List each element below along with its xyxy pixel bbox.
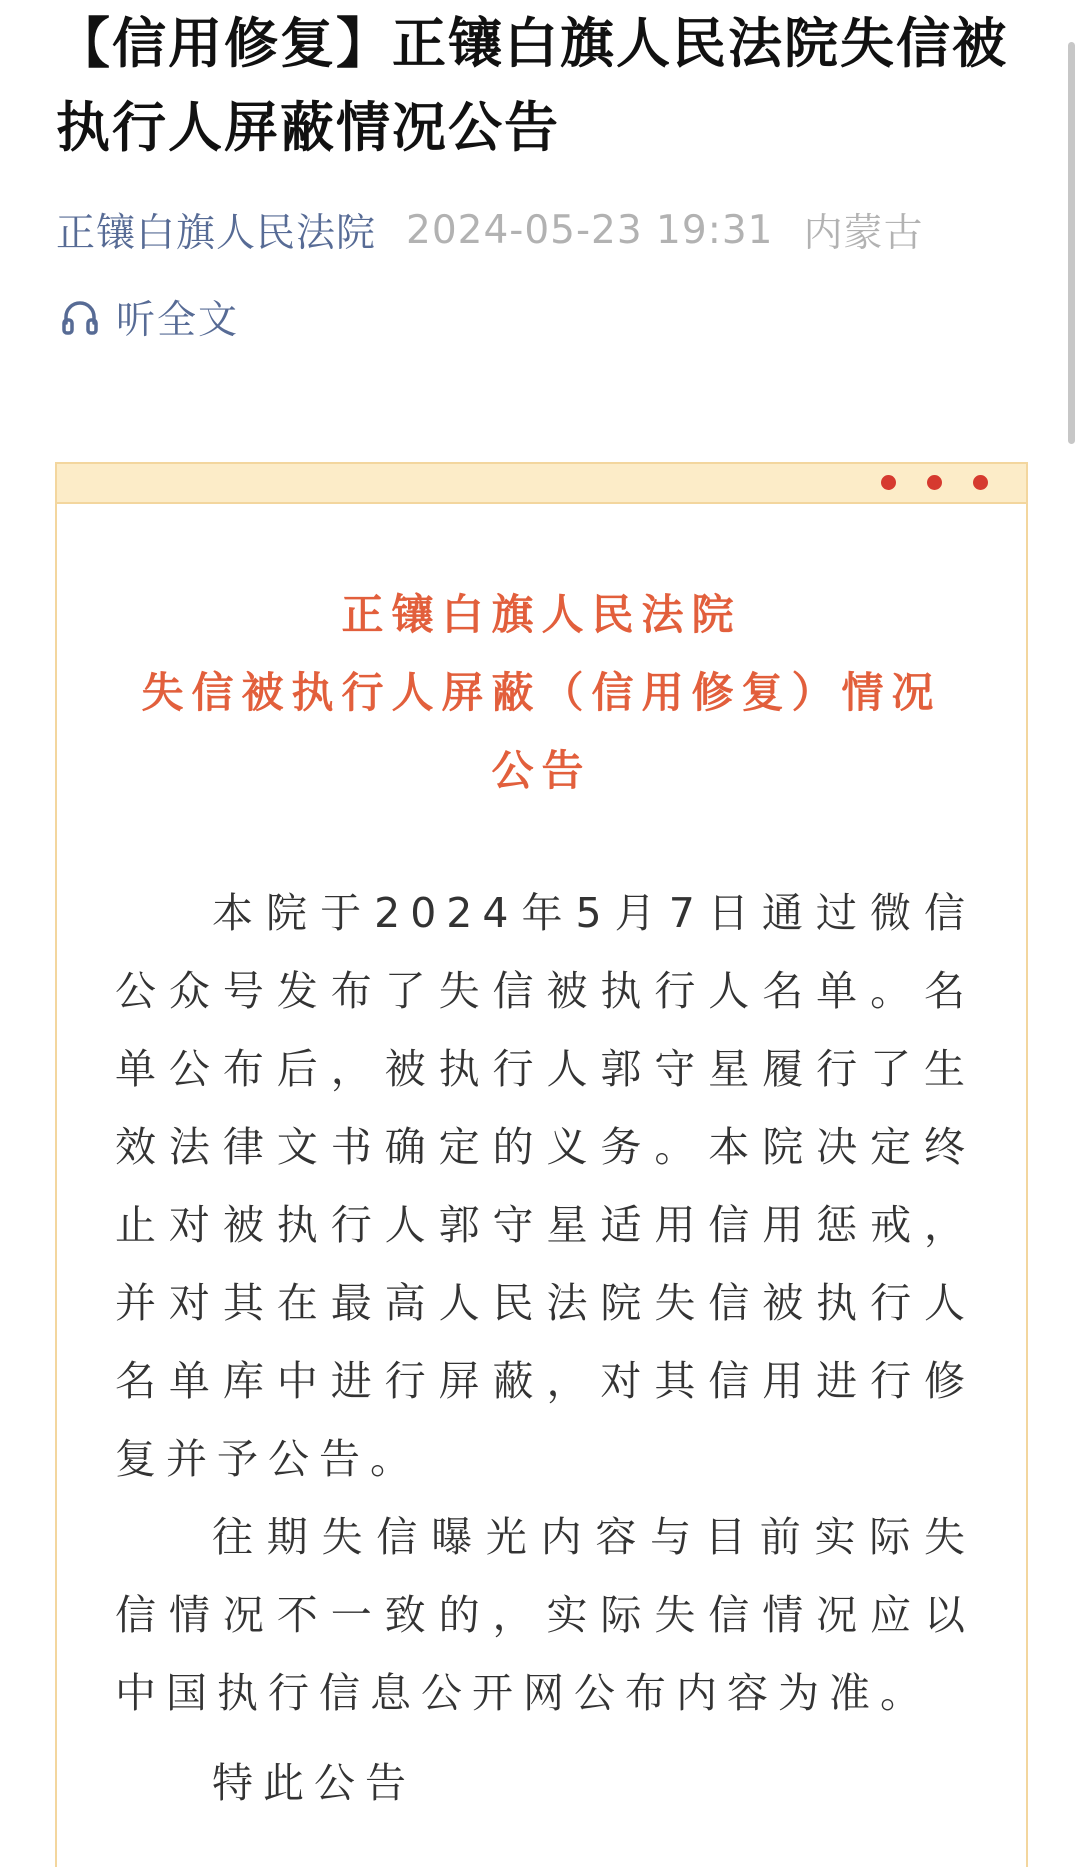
notice-paragraph-2: 往期失信曝光内容与目前实际失信情况不一致的，实际失信情况应以中国执行信息公开网公布内容为准。 [115,1513,975,1717]
dot-icon [973,475,988,490]
notice-title [57,576,1026,810]
dot-icon [881,475,896,490]
article-title [56,2,1016,170]
notice-title-line-2: 失信被执行人屏蔽（信用修复）情况 [141,668,942,717]
decorative-dots [850,475,988,490]
article-meta [56,202,923,258]
notice-card [55,462,1028,1867]
notice-title-line-1: 正镶白旗人民法院 [341,590,742,639]
headphones-icon [58,295,102,339]
card-header-bar [57,464,1026,504]
article-title-text: 【信用修复】正镶白旗人民法院失信被执行人屏蔽情况公告 [56,12,1008,159]
publish-date: 2024-05-23 19:31 [406,207,774,253]
notice-closing: 特此公告 [212,1759,416,1807]
scrollbar-thumb[interactable] [1068,42,1075,444]
notice-paragraph-1: 本院于2024年5月7日通过微信公众号发布了失信被执行人名单。名单公布后，被执行人郭守星履行了生效法律文书确定的义务。本院决定终止对被执行人郭守星适用信用惩戒，并对其在最高人民法院失信被执行人名单库中进行屏蔽，对其信用进行修复并予公告。 [115,889,975,1483]
listen-label: 听全文 [116,298,240,343]
dot-icon [927,475,942,490]
publish-location: 内蒙古 [803,211,924,256]
notice-title-line-3: 公告 [491,746,592,795]
listen-full-text-button[interactable] [58,288,239,346]
account-name-link[interactable]: 正镶白旗人民法院 [56,211,377,256]
